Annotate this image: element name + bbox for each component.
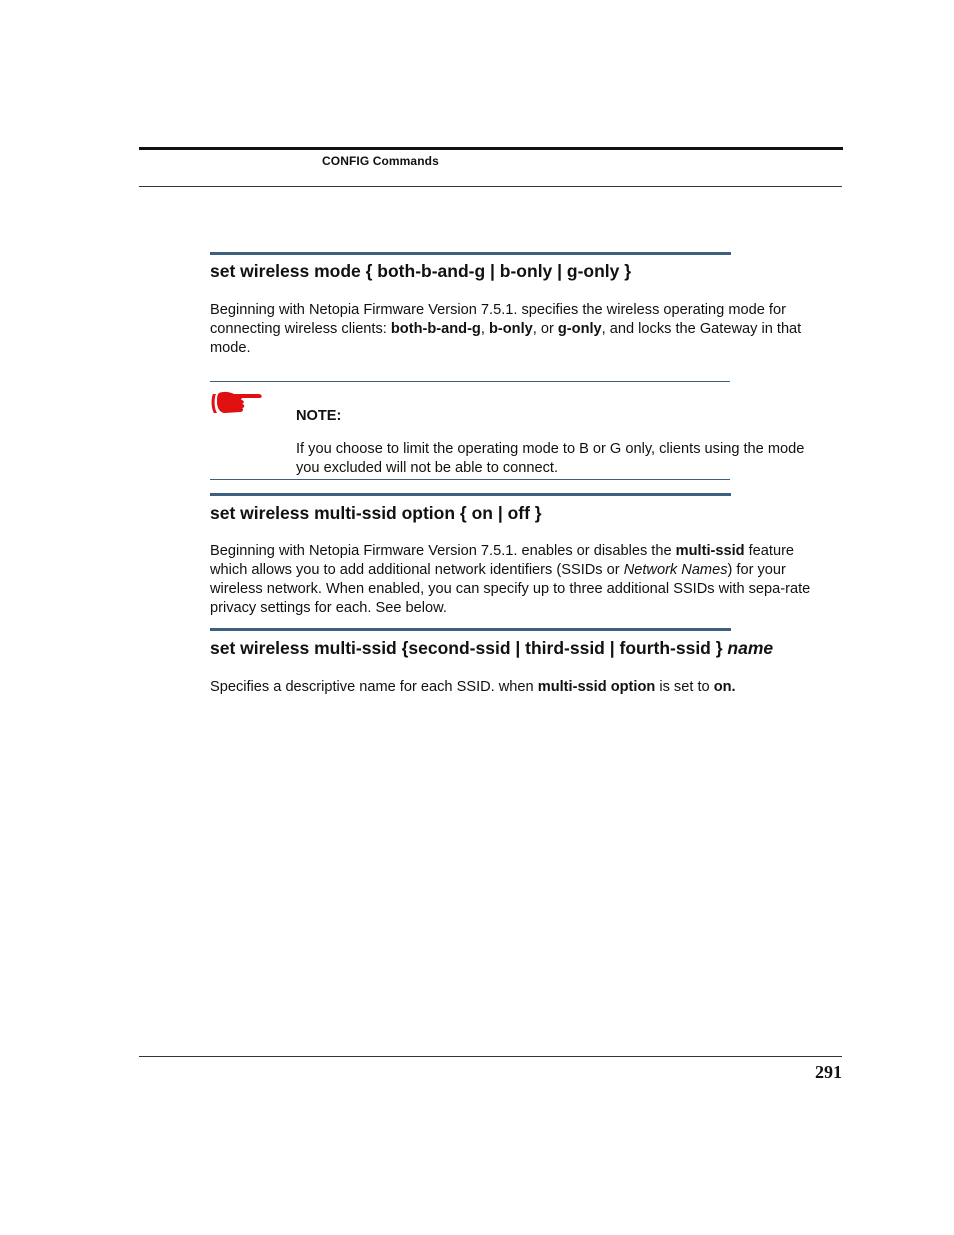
section-rule <box>210 493 731 496</box>
note-text: If you choose to limit the operating mode to B or G only, clients using the mode you excluded will not be able to connect. <box>296 441 805 476</box>
section-rule <box>210 628 731 631</box>
pointing-hand-icon <box>210 388 264 418</box>
section-heading-wireless-mode: set wireless mode { both-b-and-g | b-only | g-only } <box>210 261 632 281</box>
section-heading-multi-ssid-option: set wireless multi-ssid option { on | off } <box>210 503 542 523</box>
section-paragraph-wireless-mode: Beginning with Netopia Firmware Version 7.5.1. specifies the wireless operating mode for connecting wireless clients: both-b-and-g, b-only, or g-only, and locks the Gateway in that mode. <box>210 302 802 356</box>
note-top-rule <box>210 381 730 382</box>
section-rule <box>210 252 731 255</box>
header-bottom-rule <box>139 186 842 187</box>
note-label: NOTE: <box>296 408 342 424</box>
header-top-rule <box>139 147 843 150</box>
section-heading-multi-ssid-name: set wireless multi-ssid {second-ssid | third-ssid | fourth-ssid } name <box>210 638 774 658</box>
page-number: 291 <box>815 1062 842 1082</box>
running-head: CONFIG Commands <box>322 154 439 168</box>
footer-rule <box>139 1056 842 1057</box>
section-paragraph-multi-ssid-name: Specifies a descriptive name for each SSID. when multi-ssid option is set to on. <box>210 679 736 695</box>
note-bottom-rule <box>210 479 730 480</box>
section-paragraph-multi-ssid-option: Beginning with Netopia Firmware Version 7.5.1. enables or disables the multi-ssid feature which allows you to add additional network identifiers (SSIDs or Network Names) for your wireless network. When enabled, you can specify up to three additional SSIDs with sepa-rate privacy settings for each. See below. <box>210 543 811 616</box>
